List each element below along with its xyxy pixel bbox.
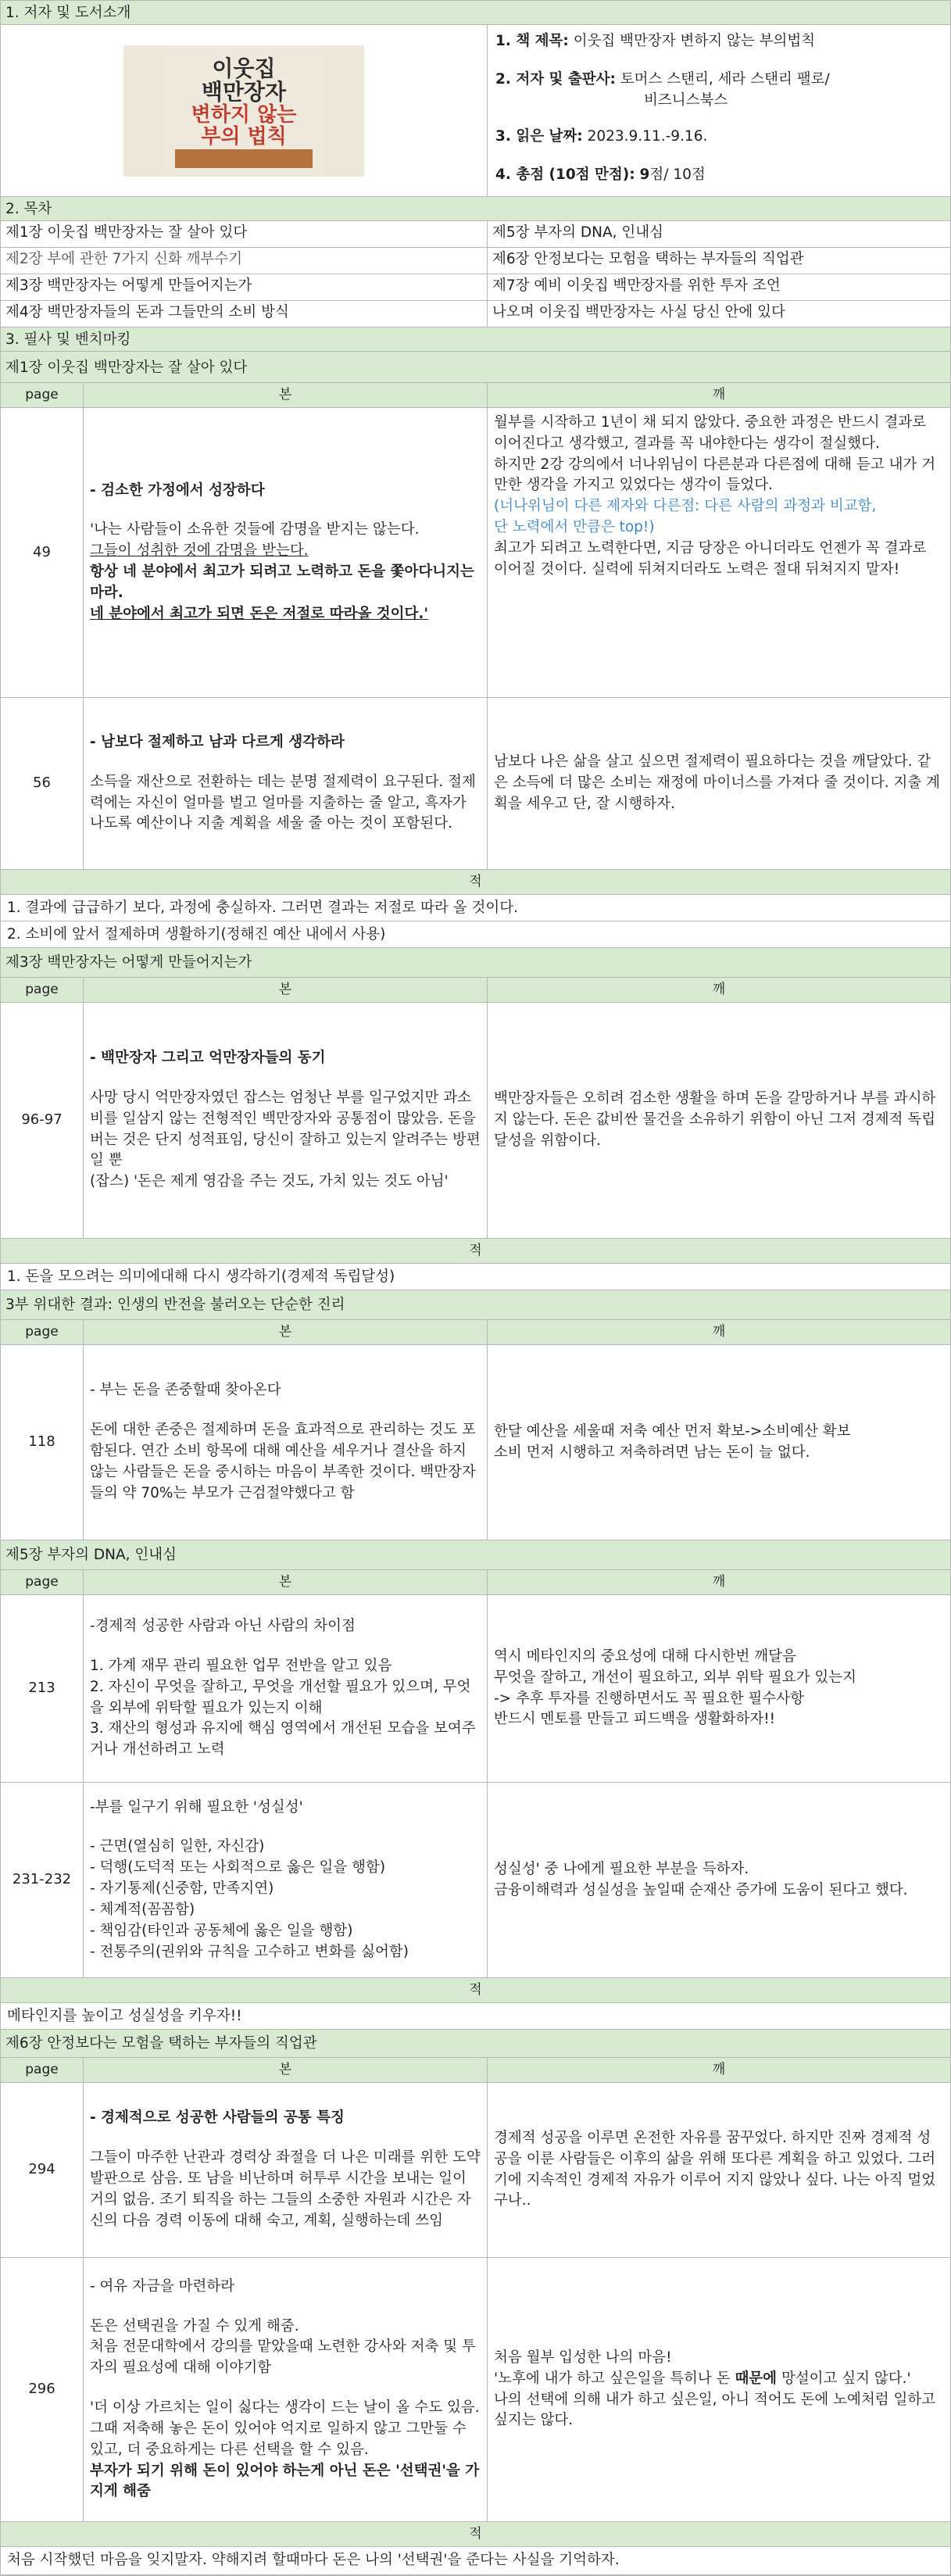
chapter-header (0, 947, 951, 977)
score-line: 4. 총점 (10점 만점): 9점/ 10점 (495, 166, 706, 184)
table-header-row: page 본 깨 (0, 1569, 951, 1594)
page-number: 296 (1, 2258, 84, 2521)
toc-row (0, 220, 951, 247)
bon-cell: - 검소한 가정에서 성장하다 '나는 사람들이 소유한 것들에 감명을 받지는 않는다. 그들이 성취한 것에 감명을 받는다. 항상 네 분야에서 최고가 되려고 노력하고 돈을 쫓아다니지는 마라. 네 분야에서 최고가 되면 돈은 저절로 따라올 것이다.' (84, 408, 488, 697)
book-title-line: 1. 책 제목: 이웃집 백만장자 변하지 않는 부의법칙 (495, 33, 816, 49)
chapter-title: 제6장 안정보다는 모험을 택하는 부자들의 직업관 (5, 2035, 317, 2052)
chapter-title: 제1장 이웃집 백만장자는 잘 살아 있다 (5, 360, 248, 376)
page-number: 56 (1, 698, 84, 869)
svg-text:백만장자: 백만장자 (201, 78, 287, 105)
table-header-row: page 본 깨 (0, 1319, 951, 1344)
section-header-toc (0, 196, 951, 220)
section-title: 2. 목차 (5, 201, 52, 217)
header-kkae: 깨 (712, 387, 726, 402)
book-info-row (0, 24, 951, 196)
kkae-cell: 백만장자들은 오히려 검소한 생활을 하며 돈을 갈망하거나 부를 과시하지 않는다. 돈은 값비싼 물건을 소유하기 위함이 아닌 그저 경제적 독립 달성을 위함이다. (494, 1090, 936, 1149)
jeok-header: 적 (0, 1977, 951, 2002)
toc-row (0, 300, 951, 327)
toc-item: 제1장 이웃집 백만장자는 잘 살아 있다 (1, 221, 488, 247)
book-info-cell (488, 25, 950, 196)
toc-item: 제3장 백만장자는 어떻게 만들어지는가 (1, 274, 488, 300)
book-title: 이웃집 백만장자 변하지 않는 부의법칙 (573, 33, 816, 49)
book-cover-image (123, 45, 364, 177)
chapter-header (0, 351, 951, 382)
toc-row (0, 247, 951, 274)
read-date: 2023.9.11.-9.16. (587, 128, 708, 145)
jeok-note: 2. 소비에 앞서 절제하며 생활하기(정해진 예산 내에서 사용) (0, 921, 951, 947)
toc-item: 제6장 안정보다는 모험을 택하는 부자들의 직업관 (492, 251, 804, 267)
page-number: 96-97 (1, 1003, 84, 1238)
jeok-note: 메타인지를 높이고 성실성을 키우자!! (0, 2002, 951, 2029)
book-publisher: 비즈니스북스 (644, 91, 728, 109)
kkae-cell: 역시 메타인지의 중요성에 대해 다시한번 깨달음 무엇을 잘하고, 개선이 필요하고, 외부 위탁 필요가 있는지 -> 추후 투자를 진행하면서도 꼭 필요한 필수사항 반드시 멘토를 만들고 피드백을 생활화하자!! (494, 1648, 856, 1728)
chapter-title: 제5장 부자의 DNA, 인내심 (5, 1547, 177, 1563)
kkae-cell: 경제적 성공을 이루면 온전한 자유를 꿈꾸었다. 하지만 진짜 경제적 성공을 이룬 사람들은 이후의 삶을 위해 또다른 계획을 하고 있었다. 그러기에 지속적인 경제적 자유가 이루어 지지 않았나 싶다. 나는 아직 멀었구나.. (494, 2129, 936, 2209)
bon-cell: -부를 일구기 위해 필요한 '성실성' - 근면(열심히 일한, 자신감) - 덕행(도덕적 또는 사회적으로 옳은 일을 행함) - 자기통제(신중함, 만족지연) - 체계적(꼼꼼함) - 책임감(타인과 공동체에 옳은 일을 행함) - 전통주의(권위와 규칙을 고수하고 변화를 싫어함) (84, 1783, 488, 1977)
chapter-header (0, 1290, 951, 1319)
kkae-cell: 남보다 나은 삶을 살고 싶으면 절제력이 필요하다는 것을 깨달았다. 같은 소득에 더 많은 소비는 재정에 마이너스를 가져다 줄 것이다. 지출 계획을 세우고 단, 잘 시행하자. (494, 753, 940, 812)
page-number: 294 (1, 2083, 84, 2257)
toc-item: 나오며 이웃집 백만장자는 사실 당신 안에 있다 (492, 304, 785, 320)
chapter-title: 3부 위대한 결과: 인생의 반전을 불러오는 단순한 진리 (5, 1297, 345, 1313)
toc-item: 제2장 부에 관한 7가지 신화 깨부수기 (1, 248, 488, 274)
table-row (0, 1002, 951, 1238)
jeok-note: 1. 돈을 모으려는 의미에대해 다시 생각하기(경제적 독립달성) (0, 1263, 951, 1290)
toc-row (0, 274, 951, 300)
bon-cell: -경제적 성공한 사람과 아닌 사람의 차이점 1. 가계 재무 관리 필요한 업무 전반을 알고 있음 2. 자신이 무엇을 잘하고, 무엇을 개선할 필요가 있으며, 무엇을 외부에 위탁할 필요가 있는지 이해 3. 재산의 형성과 유지에 핵심 영역에서 개선된 모습을 보여주거나 개선하려고 노력 (84, 1595, 488, 1782)
chapter-header (0, 1540, 951, 1569)
section-header-notes (0, 327, 951, 351)
kkae-cell: 처음 월부 입성한 나의 마음! '노후에 내가 하고 싶은일을 특히나 돈 때문에 망설이고 싶지 않다.' 나의 선택에 의해 내가 하고 싶은일, 아니 적어도 돈에 노예처럼 일하고 싶지는 않다. (494, 2349, 936, 2429)
table-row (0, 697, 951, 869)
header-bon: 본 (84, 383, 488, 407)
read-date-line: 3. 읽은 날짜: 2023.9.11.-9.16. (495, 128, 708, 145)
table-row (0, 1344, 951, 1540)
toc-item: 제7장 예비 이웃집 백만장자를 위한 투자 조언 (492, 277, 781, 294)
table-row (0, 1594, 951, 1782)
table-row (0, 2082, 951, 2257)
kkae-cell: 월부를 시작하고 1년이 채 되지 않았다. 중요한 과정은 반드시 결과로 이어진다고 생각했고, 결과를 꼭 내야한다는 생각이 절실했다. 하지만 2강 강의에서 너나위님이 다른분과 다른점에 대해 듣고 내가 거만한 생각을 가지고 있었다는 생각이 들었다. (너나위님이 다른 제자와 다른점: 다른 사람의 과정과 비교함, 단 노력에서 만큼은 top!) 최고가 되려고 노력한다면, 지금 당장은 아니더라도 언젠가 꼭 결과로 이어질 것이다. 실력에 뒤쳐지더라도 노력은 절대 뒤쳐지지 말자! (494, 414, 936, 578)
table-row (0, 2257, 951, 2521)
jeok-note: 1. 결과에 급급하기 보다, 과정에 충실하자. 그러면 결과는 저절로 따라 올 것이다. (0, 894, 951, 921)
toc-item: 제4장 백만장자들의 돈과 그들만의 소비 방식 (1, 301, 488, 327)
score-value: 9 (639, 166, 650, 184)
page-number: 118 (1, 1345, 84, 1540)
table-header-row (0, 382, 951, 407)
table-header-row: page 본 깨 (0, 977, 951, 1002)
page-number: 213 (1, 1595, 84, 1782)
header-page: page (1, 383, 84, 407)
kkae-cell: 한달 예산을 세울때 저축 예산 먼저 확보->소비예산 확보 소비 먼저 시행하고 저축하려면 남는 돈이 늘 없다. (494, 1422, 851, 1461)
section-title: 1. 저자 및 도서소개 (5, 5, 131, 21)
section-header-author (0, 0, 951, 24)
jeok-note: 처음 시작했던 마음을 잊지말자. 약해지려 할때마다 돈은 나의 '선택권'을 준다는 사실을 기억하자. (0, 2546, 951, 2574)
jeok-header: 적 (0, 2521, 951, 2546)
svg-text:이웃집: 이웃집 (212, 55, 276, 81)
table-row (0, 1782, 951, 1977)
chapter-header (0, 2029, 951, 2057)
kkae-cell: 성실성' 중 나에게 필요한 부분을 득하자. 금융이해력과 성실성을 높일때 순재산 증가에 도움이 된다고 했다. (494, 1860, 908, 1898)
bon-cell: - 여유 자금을 마련하라 돈은 선택권을 가질 수 있게 해줌. 처음 전문대학에서 강의를 맡았을때 노련한 강사와 저축 및 투자의 필요성에 대해 이야기함 '더 이상 가르치는 일이 싫다는 생각이 드는 날이 올 수도 있음. 그때 저축해 놓은 돈이 있어야 억지로 일하지 않고 그만둘 수 있고, 더 중요하게는 다른 선택을 할 수 있음. 부자가 되기 위해 돈이 있어야 하는게 아닌 돈은 '선택권'을 가지게 해줌 (84, 2258, 488, 2521)
page-number: 231-232 (1, 1783, 84, 1977)
jeok-header: 적 (0, 869, 951, 894)
bon-cell: - 백만장자 그리고 억만장자들의 동기 사망 당시 억만장자였던 잡스는 엄청난 부를 일구었지만 과소비를 일삼지 않는 전형적인 백만장자와 공통점이 많았음. 돈을 버는 것은 단지 성적표임, 당신이 잘하고 있는지 알려주는 방편일 뿐 (잡스) '돈은 제게 영감을 주는 것도, 가치 있는 것도 아님' (84, 1003, 488, 1238)
toc-item: 제5장 부자의 DNA, 인내심 (492, 224, 664, 241)
table-header-row: page 본 깨 (0, 2057, 951, 2082)
book-cover-cell (1, 25, 488, 196)
table-row (0, 407, 951, 697)
book-cover-art (166, 49, 322, 173)
svg-text:변하지 않는: 변하지 않는 (191, 102, 297, 127)
bon-cell: - 경제적으로 성공한 사람들의 공통 특징 그들이 마주한 난관과 경력상 좌절을 더 나은 미래를 위한 도약 발판으로 삼음. 또 남을 비난하며 허투루 시간을 보내는 일이 거의 없음. 조기 퇴직을 하는 그들의 소중한 자원과 시간은 자신의 다음 경력 이동에 대해 숙고, 계획, 실행하는데 쓰임 (84, 2083, 488, 2257)
page-number: 49 (1, 408, 84, 697)
bon-cell: - 남보다 절제하고 남과 다르게 생각하라 소득을 재산으로 전환하는 데는 분명 절제력이 요구된다. 절제력에는 자신이 얼마를 벌고 얼마를 지출하는 줄 알고, 흑자가 나도록 예산이나 지출 계획을 세울 줄 아는 것이 포함된다. (84, 698, 488, 869)
book-author: 토머스 스탠리, 세라 스탠리 팰로/ (620, 70, 830, 88)
bon-cell: - 부는 돈을 존중할때 찾아온다 돈에 대한 존중은 절제하며 돈을 효과적으로 관리하는 것도 포함된다. 연간 소비 항목에 대해 예산을 세우거나 결산을 하지 않는 사람들은 돈을 중시하는 마음이 부족한 것이다. 백만장자들의 약 70%는 부모가 근검절약했다고 함 (84, 1345, 488, 1540)
book-author-line: 2. 저자 및 출판사: 토머스 스탠리, 세라 스탠리 팰로/ 비즈니스북스 (495, 70, 830, 109)
jeok-header: 적 (0, 1238, 951, 1263)
section-title: 3. 필사 및 벤치마킹 (5, 331, 131, 348)
chapter-title: 제3장 백만장자는 어떻게 만들어지는가 (5, 954, 252, 971)
svg-text:부의 법칙: 부의 법칙 (201, 124, 287, 148)
